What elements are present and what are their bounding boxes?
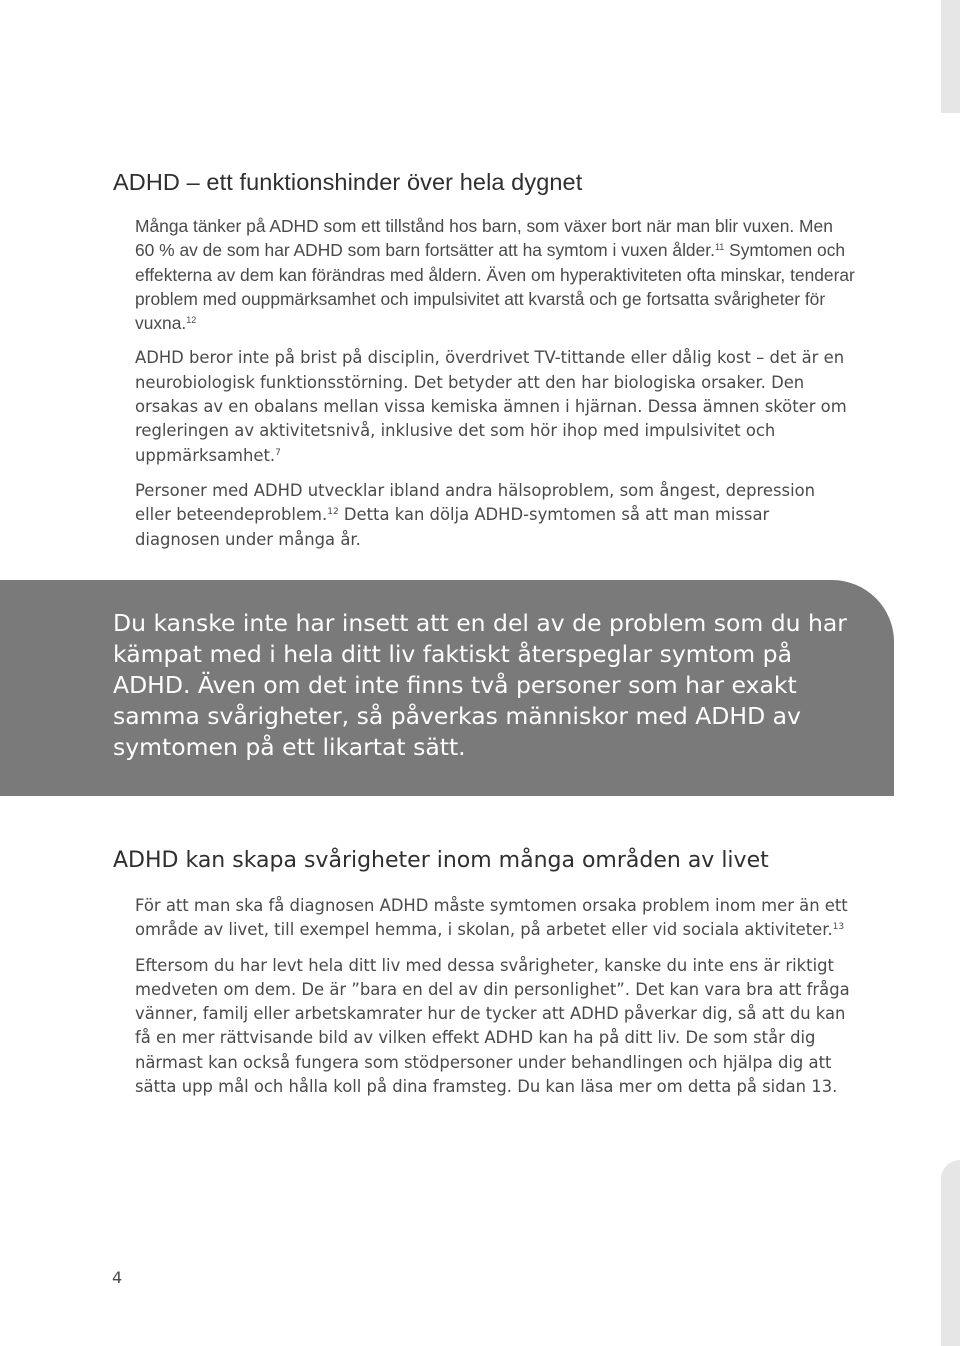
text: Eftersom du har levt hela ditt liv med dessa svårigheter, kanske du inte ens är riktigt medveten om dem. De är ”bara en del av din personlighet”. Det kan vara bra att fråga vänner, familj eller arbetskamrater hur de tycker att ADHD påverkar dig, så att du kan få en mer rättvisande bild av vilken effekt ADHD kan ha på ditt liv. De som står dig närmast kan också fungera som stödpersoner under behandlingen och hjälpa dig att sätta upp mål och hålla koll på dina framsteg. Du kan läsa mer om detta på sidan 13. (135, 955, 850, 1097)
section2-body (135, 894, 855, 1099)
section1-paragraph-1 (135, 214, 855, 335)
footnote-ref: 7 (275, 447, 281, 458)
callout-text: Du kanske inte har insett att en del av de problem som du har kämpat med i hela ditt liv faktiskt återspeglar symtom på ADHD. Även om det inte finns två personer som har exakt samma svårigheter, så påverkas människor med ADHD av symtomen på ett likartat sätt. (113, 609, 847, 761)
text: Symtomen och effekterna av dem kan förändras med åldern. Även om hyperaktiviteten ofta minskar, tenderar problem med ouppmärksamhet och impulsivitet att kvarstå och ge fortsatta svårigheter för vuxna. (135, 240, 855, 334)
page-number: 4 (112, 1268, 123, 1287)
footnote-ref: 13 (832, 922, 845, 933)
text: Personer med ADHD utvecklar ibland andra hälsoproblem, som ångest, depression eller beteendeproblem. (135, 480, 816, 525)
footnote-ref: 12 (327, 507, 339, 518)
footnote-ref: 11 (714, 242, 725, 253)
page-edge-tab-bottom (941, 1160, 960, 1346)
page-edge-tab-top (941, 0, 960, 113)
text: För att man ska få diagnosen ADHD måste symtomen orsaka problem inom mer än ett område av livet, till exempel hemma, i skolan, på arbetet eller vid sociala aktiviteter. (135, 896, 848, 940)
text: ADHD beror inte på brist på disciplin, överdrivet TV-tittande eller dålig kost – det är en neurobiologisk funktionsstörning. Det betyder att den har biologiska orsaker. Den orsakas av en obalans mellan vissa kemiska ämnen i hjärnan. Dessa ämnen sköter om regleringen av aktivitetsnivå, inklusive det som hör ihop med impulsivitet och uppmärksamhet. (135, 348, 847, 465)
section1-paragraph-2 (135, 346, 855, 467)
text: Detta kan dölja ADHD-symtomen så att man missar diagnosen under många år. (135, 505, 770, 549)
section2-paragraph-2 (135, 954, 855, 1100)
section1-paragraph-3 (135, 479, 855, 552)
section1-body (135, 214, 855, 552)
footnote-ref: 12 (186, 315, 197, 326)
text: Många tänker på ADHD som ett tillstånd hos barn, som växer bort när man blir vuxen. Men 60 % av de som har ADHD som barn fortsätter att ha symtom i vuxen ålder. (135, 216, 833, 261)
section2-paragraph-1 (135, 894, 855, 943)
section2-heading: ADHD kan skapa svårigheter inom många områden av livet (113, 848, 769, 873)
section1-heading: ADHD – ett funktionshinder över hela dygnet (113, 169, 583, 195)
